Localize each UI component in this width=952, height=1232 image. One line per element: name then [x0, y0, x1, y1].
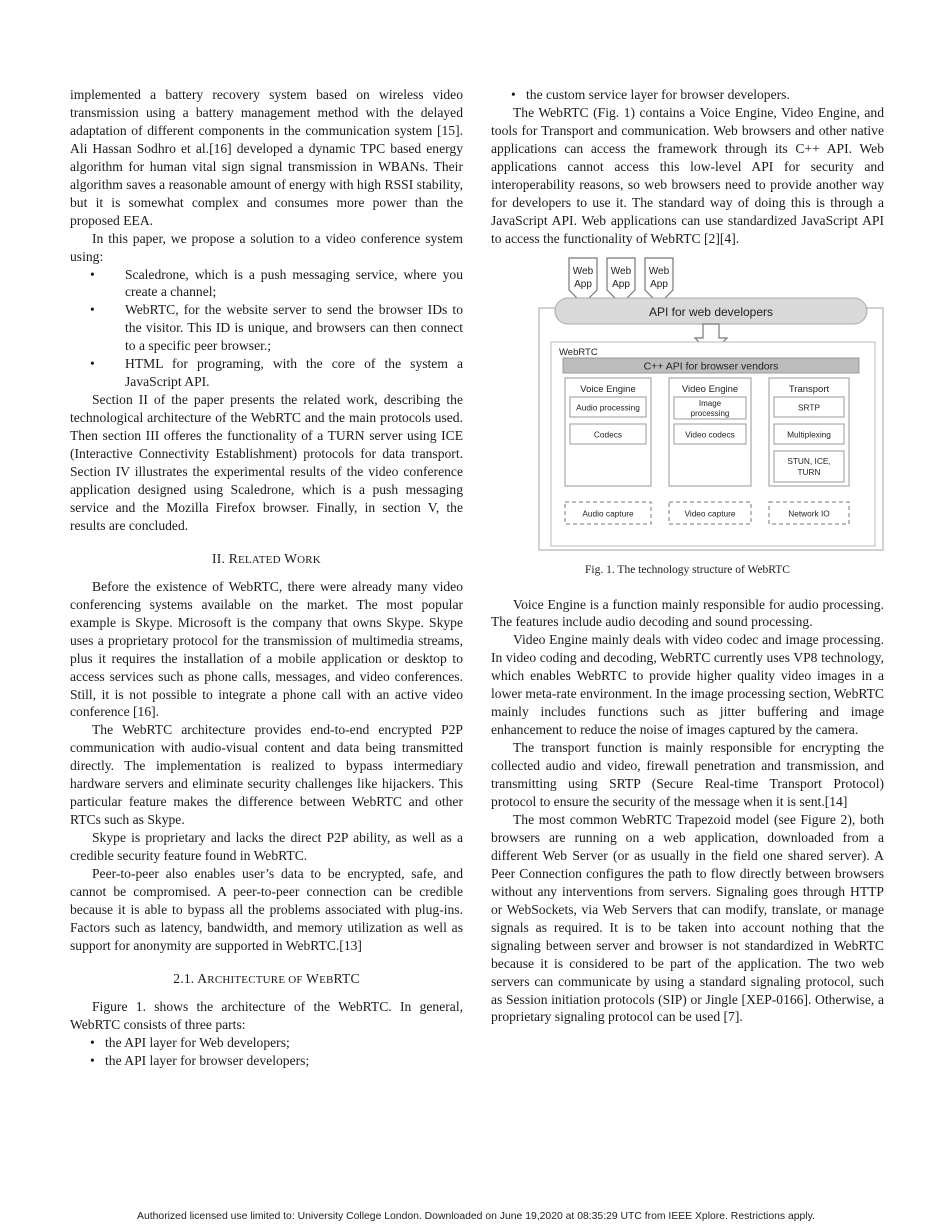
api-web-developers-label: API for web developers: [648, 304, 774, 319]
svg-text:App: App: [612, 278, 630, 290]
architecture-bullet-list-continued: [491, 86, 884, 104]
svg-text:Network IO: Network IO: [788, 508, 830, 519]
video-engine-paragraph: Video Engine mainly deals with video codec and image processing. In video coding and decoding, WebRTC currently uses VP8 technology, which enables WebRTC to provide higher quality video images in a lower meta-rate environment. In the image processing section, WebRTC mainly includes functions such as jitter buffering and image enhancement to reduce the noise of images captured by the camera.: [491, 632, 884, 738]
svg-text:Multiplexing: Multiplexing: [787, 429, 831, 440]
cpp-api-label: C++ API for browser vendors: [643, 360, 779, 373]
svg-text:App: App: [574, 278, 592, 290]
svg-text:Web: Web: [610, 265, 632, 277]
svg-text:App: App: [650, 278, 668, 290]
outline-paragraph: Section II of the paper presents the related work, describing the technological architecture of the WebRTC and the main protocols used. Then section III offeres the functionality of a TURN server using ICE (Interactive Connectivity Establishment) protocols for data transport. Section IV illustrates the experimental results of the video conference application designed using Scaledrone, which is a push messaging service and the Mozilla Firefox browser. Finally, in section V, the results are concluded.: [70, 392, 463, 533]
webrtc-paragraph: The WebRTC (Fig. 1) contains a Voice Engine, Video Engine, and tools for Transport and communication. Web browsers and other native applications can access the framework through its C++ API. Web applications cannot access this low-level API for security and interoperability reasons, so web browsers need to provide another way for developers to use it. The standard way of doing this is through a JavaScript API. Web applications can use standardized JavaScript API to access the functionality of WebRTC [2][4].: [491, 104, 884, 246]
svg-text:Audio capture: Audio capture: [582, 508, 634, 519]
svg-text:Codecs: Codecs: [593, 429, 623, 440]
proposal-bullet-scaledrone: • Scaledrone, which is a push messaging service, where you create a channel;: [70, 266, 463, 302]
svg-text:Image: Image: [698, 398, 722, 408]
voice-engine-label: Voice Engine: [580, 383, 636, 395]
web-app-arrow: [645, 258, 673, 304]
svg-text:processing: processing: [690, 408, 730, 418]
svg-text:Audio processing: Audio processing: [576, 402, 640, 413]
svg-text:Web: Web: [572, 265, 594, 277]
figure-caption: Fig. 1. The technology structure of WebRTC: [585, 563, 790, 576]
web-app-arrow: [607, 258, 635, 304]
web-app-arrow: [569, 258, 597, 304]
intro-paragraph: implemented a battery recovery system based on wireless video transmission using a battery management method with the delayed adaptation of different components in the communication system [15]. Ali Hassan Sodhro et al.[16] developed a dynamic TPC based energy algorithm for human vital sign signal transmission in WBANs. Their algorithm saves a reasonable amount of energy with high RSSI stability, but it is somewhat complex and consumes more power than the proposed EEA.: [70, 87, 463, 228]
webrtc-architecture-diagram: [537, 254, 889, 554]
svg-text:SRTP: SRTP: [798, 402, 820, 413]
svg-text:Web: Web: [648, 265, 670, 277]
svg-text:Video capture: Video capture: [684, 508, 736, 519]
architecture-bullet: • the API layer for Web developers;: [70, 1034, 463, 1052]
webrtc-label: WebRTC: [559, 346, 598, 358]
webrtc-architecture-figure: [537, 254, 889, 554]
trapezoid-paragraph: The most common WebRTC Trapezoid model (see Figure 2), both browsers are running on a web application, downloaded from a different Web Server (or as usually in the field one shared server). A Peer Connection configures the path to flow directly between browsers without any interventions from servers. Signaling goes through HTTP or WebSockets, via Web Servers that can modify, translate, or manage signals as required. It is to be taken into account nothing that the signaling between server and browser is not standardized in WebRTC because it is considered to be part of the application. The two web servers can communicate by using a standard signaling protocol, such as Session initiation protocols (SIP) or Jingle [XEP-0166]. Otherwise, a proprietary signaling protocol can be used [7].: [491, 811, 884, 1025]
transport-paragraph: The transport function is mainly responsible for encrypting the collected audio and video, firewall penetration and transmission, and transmitting using SRTP (Secure Real-time Transport Protocol) protocol to ensure the security of the message when it is sent.[14]: [491, 740, 884, 810]
voice-engine-paragraph: Voice Engine is a function mainly responsible for audio processing. The features include audio decoding and sound processing.: [491, 596, 884, 630]
license-footer: Authorized licensed use limited to: University College London. Downloaded on June 19,2020 at 08:35:29 UTC from IEEE Xplore. Restrictions apply.: [137, 1211, 815, 1222]
related-paragraph: Before the existence of WebRTC, there were already many video conferencing systems available on the market. The most popular example is Skype. Microsoft is the company that owns Skype. Skype uses a proprietary protocol for the transmission of multimedia streams, plus it requires the installation of a mobile application or desktop to access services such as phone calls, messages, and video conferences. Still, it is not possible to integrate a phone call with an active video conference [16].: [70, 578, 463, 720]
proposal-bullet-webrtc: • WebRTC, for the website server to send the browser IDs to the visitor. This ID is unique, and browsers can then connect to a specific peer browser.;: [70, 301, 463, 355]
video-engine-label: Video Engine: [681, 383, 739, 395]
right-column: [491, 86, 884, 1026]
related-paragraph: Peer-to-peer also enables user’s data to be encrypted, safe, and cannot be compromised. A peer-to-peer connection can be credible because it is able to bypass all the problems associated with plug-ins. Factors such as latency, bandwidth, and memory utilization as well as support for anonymity are supported in WebRTC.[13]: [70, 866, 463, 953]
architecture-bullet-list: [70, 1034, 463, 1070]
architecture-bullet: • the API layer for browser developers;: [70, 1052, 463, 1070]
section-2-1-heading: 2.1. ARCHITECTURE OF WEBRTC: [173, 970, 360, 986]
svg-text:TURN: TURN: [797, 466, 821, 477]
architecture-bullet: • the custom service layer for browser developers.: [491, 86, 884, 104]
proposal-bullet-list: [70, 266, 463, 392]
related-paragraph: The WebRTC architecture provides end-to-end encrypted P2P communication with audio-visual content and data being transmitted directly. The implementation is realized to bypass intermediary hardware servers and eliminate security challenges like hijackers. This particular feature makes the difference between WebRTC and other RTCs such as Skype.: [70, 722, 463, 828]
section-2-heading: II. RELATED WORK: [212, 550, 321, 566]
svg-text:STUN, ICE,: STUN, ICE,: [787, 455, 831, 466]
left-column: [70, 86, 463, 1070]
proposal-paragraph: In this paper, we propose a solution to a video conference system using:: [70, 230, 463, 264]
transport-label: Transport: [788, 383, 830, 395]
architecture-paragraph: Figure 1. shows the architecture of the WebRTC. In general, WebRTC consists of three parts:: [70, 998, 463, 1032]
proposal-bullet-html: • HTML for programing, with the core of the system a JavaScript API.: [70, 355, 463, 391]
svg-text:Video codecs: Video codecs: [685, 429, 735, 440]
related-paragraph: Skype is proprietary and lacks the direct P2P ability, as well as a credible security feature found in WebRTC.: [70, 830, 463, 864]
